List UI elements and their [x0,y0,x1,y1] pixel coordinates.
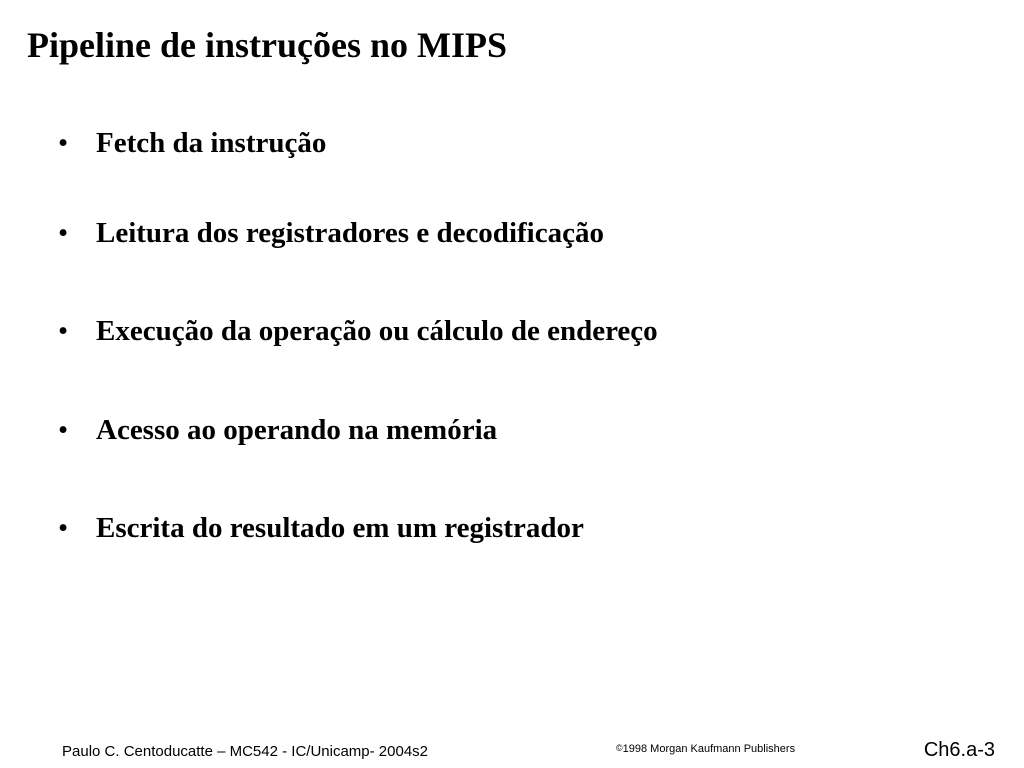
bullet-dot-icon: • [58,127,69,159]
slide-title: Pipeline de instruções no MIPS [27,25,508,65]
bullet-text: Escrita do resultado em um registrador [96,512,584,544]
slide-number: Ch6.a-3 [923,739,995,761]
bullet-text: Leitura dos registradores e decodificação [96,217,604,249]
bullet-item-writeback [58,511,584,545]
bullet-text: Fetch da instrução [96,127,327,159]
footer-copyright [616,741,795,756]
bullet-dot-icon: • [58,414,69,446]
footer-author: Paulo C. Centoducatte – MC542 - IC/Unicamp- 2004s2 [62,743,429,760]
bullet-dot-icon: • [58,217,69,249]
bullet-dot-icon: • [58,512,69,544]
bullet-item-memory [58,413,497,447]
bullet-item-fetch [58,126,326,160]
bullet-text: Acesso ao operando na memória [96,414,498,446]
bullet-item-execute [58,314,658,348]
bullet-dot-icon: • [58,315,69,347]
copyright-text: 1998 Morgan Kaufmann Publishers [622,743,796,755]
copyright-icon: © [616,743,623,753]
bullet-text: Execução da operação ou cálculo de endereço [96,315,658,347]
bullet-item-decode [58,216,604,250]
